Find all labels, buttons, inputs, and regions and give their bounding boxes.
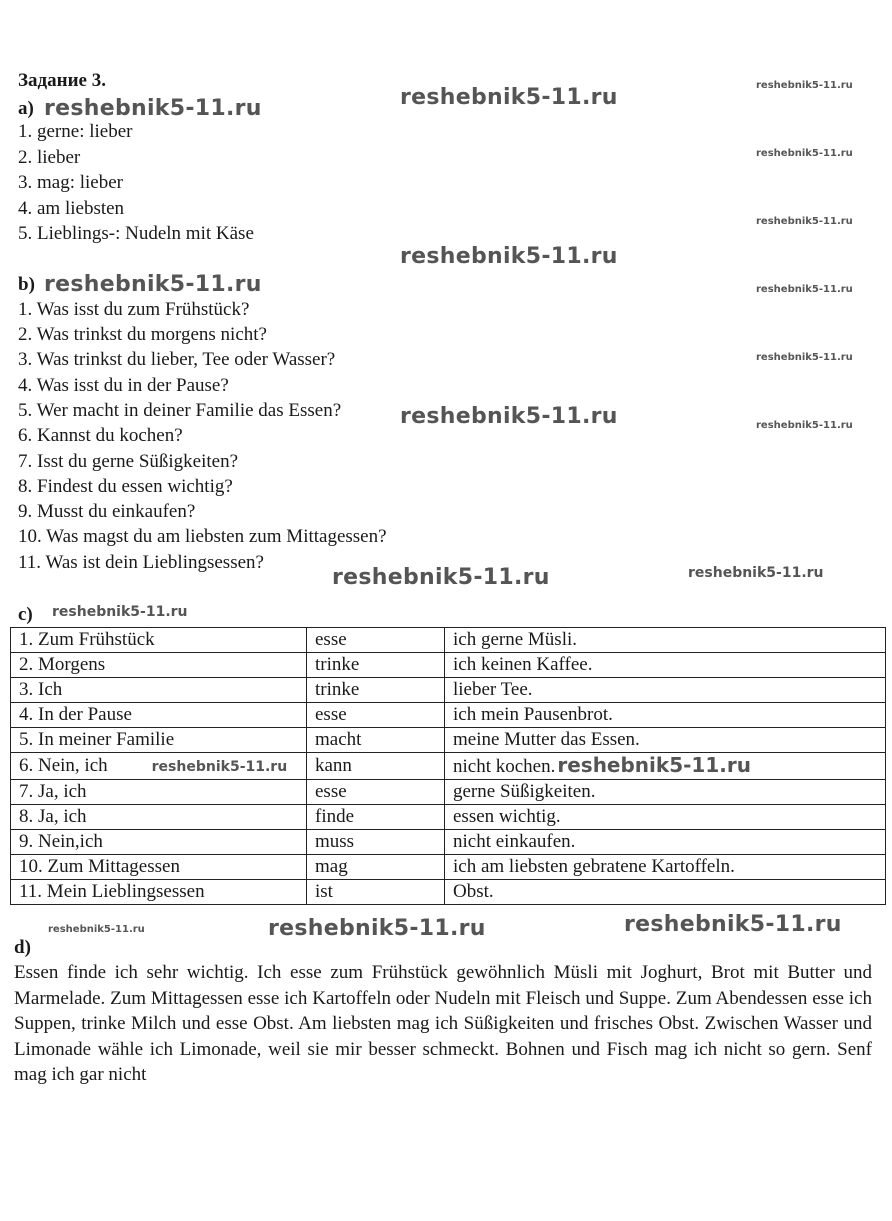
table-cell: 11. Mein Lieblingsessen <box>11 880 307 905</box>
list-item: 9. Musst du einkaufen? <box>18 501 196 522</box>
watermark: reshebnik5-11.ru <box>268 916 486 941</box>
list-item: 5. Lieblings-: Nudeln mit Käse <box>18 223 254 244</box>
list-item: 6. Kannst du kochen? <box>18 425 183 446</box>
table-row <box>11 830 886 855</box>
watermark: reshebnik5-11.ru <box>624 912 842 937</box>
table-cell: Obst. <box>445 880 886 905</box>
table-cell: nicht einkaufen. <box>445 830 886 855</box>
table-row <box>11 678 886 703</box>
watermark: reshebnik5-11.ru <box>756 420 853 431</box>
table-cell: trinke <box>307 653 445 678</box>
list-item: 4. Was isst du in der Pause? <box>18 375 229 396</box>
watermark: reshebnik5-11.ru <box>332 565 550 590</box>
list-item: 5. Wer macht in deiner Familie das Essen? <box>18 400 342 421</box>
table-row <box>11 728 886 753</box>
list-item: 11. Was ist dein Lieblingsessen? <box>18 552 264 573</box>
watermark: reshebnik5-11.ru <box>52 604 188 620</box>
table-cell: lieber Tee. <box>445 678 886 703</box>
watermark: reshebnik5-11.ru <box>44 96 262 121</box>
table-cell: ich keinen Kaffee. <box>445 653 886 678</box>
list-item: 8. Findest du essen wichtig? <box>18 476 233 497</box>
section-a-label: a) <box>18 98 34 119</box>
table-cell: essen wichtig. <box>445 805 886 830</box>
table-cell: esse <box>307 703 445 728</box>
section-d-label: d) <box>14 937 31 958</box>
table-cell: muss <box>307 830 445 855</box>
table-cell: 10. Zum Mittagessen <box>11 855 307 880</box>
table-cell: trinke <box>307 678 445 703</box>
table-row <box>11 653 886 678</box>
answers-table <box>10 627 886 905</box>
table-row <box>11 805 886 830</box>
list-item: 2. lieber <box>18 147 81 168</box>
table-cell: esse <box>307 628 445 653</box>
table-cell: meine Mutter das Essen. <box>445 728 886 753</box>
watermark: reshebnik5-11.ru <box>756 148 853 159</box>
watermark: reshebnik5-11.ru <box>756 352 853 363</box>
watermark: reshebnik5-11.ru <box>400 244 618 269</box>
table-row <box>11 880 886 905</box>
watermark: reshebnik5-11.ru <box>756 284 853 295</box>
watermark: reshebnik5-11.ru <box>756 216 853 227</box>
table-cell-text: nicht kochen. <box>453 756 556 777</box>
table-cell: macht <box>307 728 445 753</box>
watermark: reshebnik5-11.ru <box>557 753 751 777</box>
essay-paragraph: Essen finde ich sehr wichtig. Ich esse zum Frühstück gewöhnlich Müsli mit Joghurt, Brot mit Butter und Marmelade. Zum Mittagessen esse ich Kartoffeln oder Nudeln mit Fleisch und Suppe. Zum Abendessen esse ich Suppen, trinke Milch und esse Obst. Am liebsten mag ich Süßigkeiten und frisches Obst. Zwischen Wasser und Limonade wähle ich Limonade, weil sie mir besser schmeckt. Bohnen und Fisch mag ich nicht so gern. Senf mag ich gar nicht <box>14 962 872 1085</box>
list-item: 10. Was magst du am liebsten zum Mittagessen? <box>18 526 387 547</box>
list-item: 3. mag: lieber <box>18 172 123 193</box>
table-cell <box>445 753 886 780</box>
watermark: reshebnik5-11.ru <box>400 404 618 429</box>
table-cell <box>11 753 307 780</box>
list-item: 4. am liebsten <box>18 198 125 219</box>
section-c-label: c) <box>18 604 33 625</box>
watermark: reshebnik5-11.ru <box>688 565 824 581</box>
table-cell: 2. Morgens <box>11 653 307 678</box>
table-cell: ich mein Pausenbrot. <box>445 703 886 728</box>
table-cell: ich gerne Müsli. <box>445 628 886 653</box>
watermark: reshebnik5-11.ru <box>48 924 145 935</box>
table-cell: 5. In meiner Familie <box>11 728 307 753</box>
table-cell: finde <box>307 805 445 830</box>
table-cell-text: 6. Nein, ich <box>19 754 108 776</box>
watermark: reshebnik5-11.ru <box>756 80 853 91</box>
table-cell: 8. Ja, ich <box>11 805 307 830</box>
list-item: 1. gerne: lieber <box>18 121 133 142</box>
table-cell: 4. In der Pause <box>11 703 307 728</box>
watermark: reshebnik5-11.ru <box>151 758 288 775</box>
table-row <box>11 753 886 780</box>
watermark: reshebnik5-11.ru <box>400 85 618 110</box>
table-cell: 3. Ich <box>11 678 307 703</box>
table-cell: gerne Süßigkeiten. <box>445 780 886 805</box>
table-cell: 1. Zum Frühstück <box>11 628 307 653</box>
table-row <box>11 780 886 805</box>
table-cell: mag <box>307 855 445 880</box>
task-title: Задание 3. <box>18 70 106 91</box>
table-row <box>11 855 886 880</box>
list-item: 7. Isst du gerne Süßigkeiten? <box>18 451 239 472</box>
table-cell: ich am liebsten gebratene Kartoffeln. <box>445 855 886 880</box>
list-item: 1. Was isst du zum Frühstück? <box>18 299 250 320</box>
section-b-label: b) <box>18 274 35 295</box>
table-row <box>11 628 886 653</box>
table-cell: kann <box>307 753 445 780</box>
table-cell: 7. Ja, ich <box>11 780 307 805</box>
table-cell: 9. Nein,ich <box>11 830 307 855</box>
table-cell: ist <box>307 880 445 905</box>
list-item: 3. Was trinkst du lieber, Tee oder Wasser? <box>18 349 336 370</box>
list-item: 2. Was trinkst du morgens nicht? <box>18 324 267 345</box>
watermark: reshebnik5-11.ru <box>44 272 262 297</box>
table-cell: esse <box>307 780 445 805</box>
table-row <box>11 703 886 728</box>
